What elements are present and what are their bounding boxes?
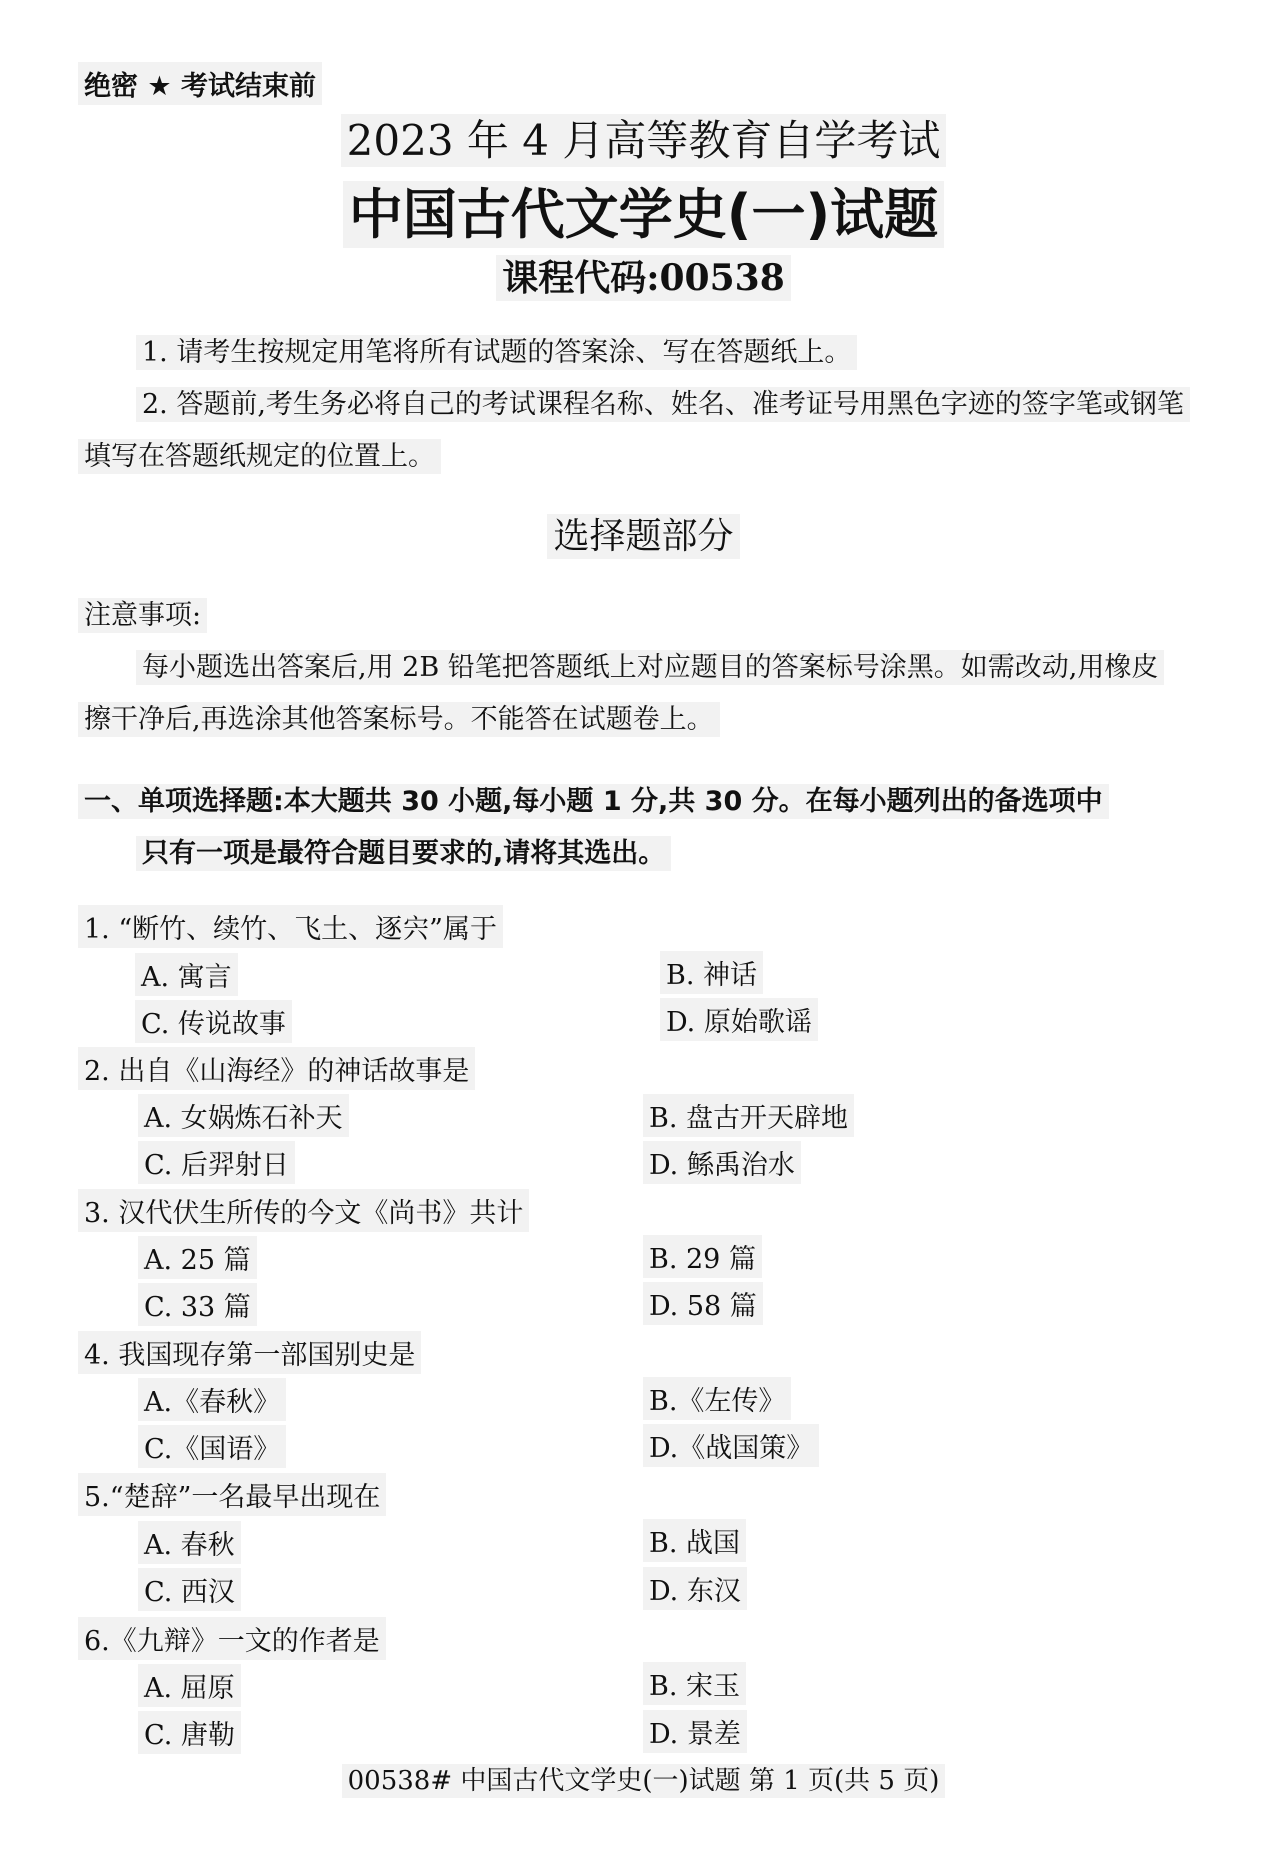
confidential-label: 绝密 ★ 考试结束前 [78, 62, 322, 105]
option-c: C. 西汉 [138, 1568, 241, 1611]
course-code: 课程代码:00538 [0, 250, 1287, 301]
question-stem: 1. “断竹、续竹、飞土、逐宍”属于 [78, 905, 503, 948]
option-b: B. 宋玉 [643, 1662, 746, 1705]
option-b: B. 神话 [660, 951, 763, 994]
option-a: A. 女娲炼石补天 [138, 1094, 349, 1137]
option-c: C. 后羿射日 [138, 1141, 295, 1184]
option-c: C.《国语》 [138, 1425, 286, 1468]
paper-title: 中国古代文学史(一)试题 [0, 172, 1287, 249]
option-d: D. 58 篇 [643, 1282, 763, 1325]
instruction-item-1: 1. 请考生按规定用笔将所有试题的答案涂、写在答题纸上。 [136, 335, 857, 370]
exam-title: 2023 年 4 月高等教育自学考试 [0, 108, 1287, 168]
option-a: A. 春秋 [138, 1521, 241, 1564]
instructions [78, 327, 1258, 483]
question-stem: 3. 汉代伏生所传的今文《尚书》共计 [78, 1189, 529, 1232]
option-a: A. 屈原 [138, 1664, 241, 1707]
option-d: D. 原始歌谣 [660, 998, 818, 1041]
question-stem: 2. 出自《山海经》的神话故事是 [78, 1047, 475, 1090]
option-c: C. 传说故事 [135, 1000, 292, 1043]
notice-label: 注意事项: [78, 598, 207, 633]
option-d: D.《战国策》 [643, 1424, 819, 1467]
option-a: A. 寓言 [135, 953, 238, 996]
part-one-heading: 一、单项选择题:本大题共 30 小题,每小题 1 分,共 30 分。在每小题列出的备选项中 只有一项是最符合题目要求的,请将其选出。 [78, 776, 1109, 880]
option-d: D. 景差 [643, 1710, 747, 1753]
question-stem: 5.“楚辞”一名最早出现在 [78, 1473, 386, 1516]
page-footer: 00538# 中国古代文学史(一)试题 第 1 页(共 5 页) [0, 1760, 1287, 1797]
option-a: A.《春秋》 [138, 1378, 286, 1421]
question-stem: 6.《九辩》一文的作者是 [78, 1617, 386, 1660]
option-d: D. 东汉 [643, 1567, 747, 1610]
option-b: B.《左传》 [643, 1377, 791, 1420]
option-c: C. 唐勒 [138, 1711, 241, 1754]
option-b: B. 29 篇 [643, 1235, 762, 1278]
option-b: B. 盘古开天辟地 [643, 1094, 854, 1137]
option-a: A. 25 篇 [138, 1236, 257, 1279]
option-b: B. 战国 [643, 1519, 746, 1562]
option-c: C. 33 篇 [138, 1283, 257, 1326]
section-title: 选择题部分 [0, 508, 1287, 559]
notice [78, 590, 1258, 746]
instruction-item-2: 2. 答题前,考生务必将自己的考试课程名称、姓名、准考证号用黑色字迹的签字笔或钢笔 [136, 387, 1190, 422]
notice-line-2: 擦干净后,再选涂其他答案标号。不能答在试题卷上。 [78, 702, 720, 737]
question-stem: 4. 我国现存第一部国别史是 [78, 1331, 421, 1374]
notice-line-1: 每小题选出答案后,用 2B 铅笔把答题纸上对应题目的答案标号涂黑。如需改动,用橡皮 [136, 650, 1164, 685]
option-d: D. 鲧禹治水 [643, 1141, 801, 1184]
instruction-item-2-cont: 填写在答题纸规定的位置上。 [78, 439, 441, 474]
